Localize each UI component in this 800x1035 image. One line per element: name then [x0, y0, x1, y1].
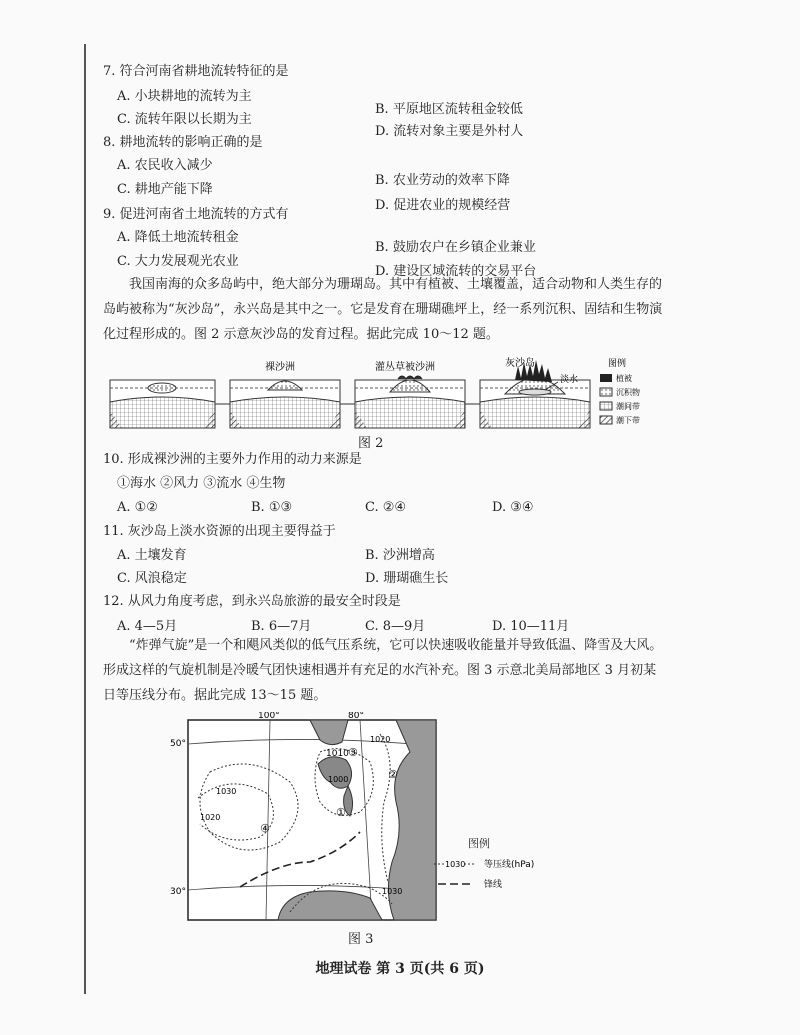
legend-vegetation: 植被	[616, 374, 632, 383]
q8-option-d: D. 促进农业的规模经营	[375, 198, 511, 213]
q8-option-b: B. 农业劳动的效率下降	[375, 173, 510, 188]
q8-option-a: A. 农民收入减少	[117, 158, 213, 173]
q11-option-a: A. 土壤发育	[117, 548, 187, 563]
margin-line	[84, 44, 86, 994]
q7-stem: 7. 符合河南省耕地流转特征的是	[103, 64, 289, 79]
legend-sediment: 沉积物	[616, 388, 640, 397]
q10-option-b: B. ①③	[251, 500, 293, 515]
figure-2-legend	[600, 357, 640, 425]
q12-option-a: A. 4—5月	[117, 619, 178, 634]
legend-intertidal: 潮间带	[616, 402, 640, 411]
stage-2-label: 裸沙洲	[265, 362, 295, 373]
isobar-1010-label: 1010	[326, 749, 349, 759]
q11-option-d: D. 珊瑚礁生长	[365, 571, 449, 586]
q8-option-c: C. 耕地产能下降	[117, 182, 213, 197]
q10-option-a: A. ①②	[117, 500, 158, 515]
legend-isobar-label: 等压线(hPa)	[484, 860, 535, 870]
q11-option-b: B. 沙洲增高	[365, 548, 435, 563]
page-footer: 地理试卷 第 3 页(共 6 页)	[315, 961, 485, 977]
lat-50-label: 50°	[170, 739, 186, 749]
isobar-1020-east-label: 1020	[370, 735, 391, 744]
marker-3: ③	[348, 746, 358, 759]
passage-coral-island: 我国南海的众多岛屿中，绝大部分为珊瑚岛。其中有植被、土壤覆盖，适合动物和人类生存的岛屿被称为“灰沙岛”，永兴岛是其中之一。它是发育在珊瑚礁坪上，经一系列沉积、固结和生物演化过程形成的。图 2 示意灰沙岛的发育过程。据此完成 10～12 题。	[103, 277, 663, 342]
passage-bomb-cyclone: “炸弹气旋”是一个和飓风类似的低气压系统，它可以快速吸收能量并导致低温、降雪及大风。形成这样的气旋机制是冷暖气团快速相遇并有充足的水汽补充。图 3 示意北美局部地区 3 月初某日等压线分布。据此完成 13～15 题。	[103, 638, 663, 703]
stage-3-panel	[355, 360, 465, 428]
figure-2-diagram	[100, 352, 660, 434]
q12-stem: 12. 从风力角度考虑，到永兴岛旅游的最安全时段是	[103, 594, 401, 609]
lon-80-label: 80°	[348, 712, 364, 721]
isobar-1030-west-label: 1030	[216, 787, 237, 796]
marker-4: ④	[260, 822, 270, 835]
q9-option-d: D. 建设区域流转的交易平台	[375, 264, 537, 279]
legend-front-label: 锋线	[484, 880, 503, 890]
q12-option-c: C. 8—9月	[365, 619, 426, 634]
marker-1: ①	[336, 806, 346, 819]
stage-4-panel	[480, 356, 590, 428]
stage-3-label: 灌丛草被沙洲	[375, 362, 435, 373]
q7-option-c: C. 流转年限以长期为主	[117, 112, 252, 127]
q11-option-c: C. 风浪稳定	[117, 571, 187, 586]
isobar-1020-west-label: 1020	[200, 813, 221, 822]
q9-option-a: A. 降低土地流转租金	[117, 230, 239, 245]
q7-option-d: D. 流转对象主要是外村人	[375, 124, 524, 139]
q10-stem: 10. 形成裸沙洲的主要外力作用的动力来源是	[103, 452, 362, 467]
legend-title: 图例	[608, 359, 627, 369]
legend-isobar-sample: 1030	[445, 860, 466, 869]
q10-choices: ①海水 ②风力 ③流水 ④生物	[117, 476, 286, 491]
q9-stem: 9. 促进河南省土地流转的方式有	[103, 207, 289, 222]
lon-100-label: 100°	[258, 712, 280, 721]
isobar-1000-label: 1000	[328, 775, 349, 784]
q9-option-c: C. 大力发展观光农业	[117, 254, 239, 269]
q10-option-c: C. ②④	[365, 500, 407, 515]
q12-option-b: B. 6—7月	[251, 619, 312, 634]
marker-2: ②	[388, 768, 398, 781]
q8-stem: 8. 耕地流转的影响正确的是	[103, 135, 263, 150]
figure-3-legend-title: 图例	[468, 837, 490, 850]
lat-30-label: 30°	[170, 887, 186, 897]
q9-option-b: B. 鼓励农户在乡镇企业兼业	[375, 240, 536, 255]
stage-4-label: 灰沙岛	[505, 358, 535, 369]
figure-3-caption: 图 3	[348, 932, 374, 947]
stage-1-panel	[110, 380, 215, 428]
stage-2-panel	[230, 360, 340, 428]
isobar-1030-south-label: 1030	[382, 887, 403, 896]
q11-stem: 11. 灰沙岛上淡水资源的出现主要得益于	[103, 524, 336, 539]
q7-option-a: A. 小块耕地的流转为主	[117, 89, 252, 104]
freshwater-label: 淡水	[560, 375, 579, 385]
q12-option-d: D. 10—11月	[492, 619, 570, 634]
figure-3-legend	[434, 852, 554, 892]
legend-subtidal: 潮下带	[616, 416, 640, 425]
q7-option-b: B. 平原地区流转租金较低	[375, 102, 523, 117]
q10-option-d: D. ③④	[492, 500, 534, 515]
figure-2-caption: 图 2	[358, 436, 384, 451]
